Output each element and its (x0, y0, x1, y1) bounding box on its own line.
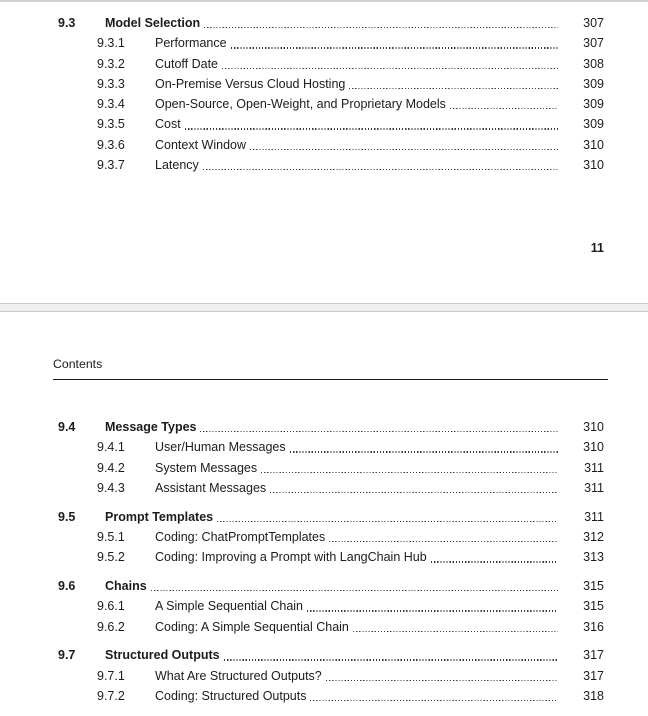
toc-entry-title: Structured Outputs (105, 648, 220, 663)
toc-leader-dots (220, 645, 560, 665)
toc-entry-page: 310 (583, 158, 604, 173)
toc-leader-dots (322, 666, 560, 686)
page-separator (0, 303, 648, 312)
toc-entry[interactable] (0, 527, 648, 547)
toc-entry-page: 309 (583, 117, 604, 132)
toc-entry-page: 318 (583, 689, 604, 704)
toc-leader-dots (213, 507, 560, 527)
toc-leader-dots (246, 135, 560, 155)
toc-entry-page: 311 (584, 460, 604, 475)
toc-entry-page: 310 (583, 137, 604, 152)
toc-entry-number: 9.3.6 (97, 137, 125, 152)
toc-entry[interactable] (0, 54, 648, 74)
toc-entry-title: Coding: ChatPromptTemplates (155, 529, 326, 544)
running-header-rule (53, 379, 608, 380)
toc-entry-number: 9.4.3 (97, 480, 125, 495)
toc-entry-title: Assistant Messages (155, 480, 267, 495)
toc-entry-page: 311 (584, 509, 604, 524)
toc-entry[interactable] (0, 33, 648, 53)
toc-entry-page: 317 (583, 648, 604, 663)
toc-leader-dots (199, 155, 560, 175)
toc-entry-page: 309 (583, 97, 604, 112)
toc-entry-number: 9.7.2 (97, 689, 125, 704)
running-header-contents: Contents (53, 357, 103, 371)
toc-entry-title: Prompt Templates (105, 509, 214, 524)
toc-entry-number: 9.6.2 (97, 619, 125, 634)
toc-entry[interactable] (0, 437, 648, 457)
toc-entry-page: 315 (583, 579, 604, 594)
toc-entry-title: System Messages (155, 460, 258, 475)
toc-list-bottom (0, 417, 648, 706)
toc-entry-title: Open-Source, Open-Weight, and Proprietary Models (155, 97, 446, 112)
toc-entry-title: Context Window (155, 137, 247, 152)
toc-leader-dots (303, 596, 560, 616)
toc-entry[interactable] (0, 596, 648, 616)
toc-entry-title: User/Human Messages (155, 440, 286, 455)
toc-entry[interactable] (0, 576, 648, 596)
toc-entry-title: Chains (105, 579, 147, 594)
toc-entry[interactable] (0, 666, 648, 686)
toc-leader-dots (286, 437, 560, 457)
toc-entry-number: 9.3.5 (97, 117, 125, 132)
toc-entry[interactable] (0, 478, 648, 498)
toc-entry-page: 311 (584, 480, 604, 495)
toc-entry[interactable] (0, 114, 648, 134)
toc-entry-number: 9.3.2 (97, 56, 125, 71)
toc-entry-number: 9.3.3 (97, 76, 125, 91)
toc-leader-dots (227, 33, 560, 53)
toc-entry-title: Coding: Improving a Prompt with LangChain Hub (155, 550, 427, 565)
toc-entry-number: 9.7.1 (97, 668, 125, 683)
toc-entry-title: Coding: A Simple Sequential Chain (155, 619, 349, 634)
toc-entry-number: 9.7 (58, 648, 76, 663)
toc-entry-title: Latency (155, 158, 199, 173)
toc-entry-number: 9.5 (58, 509, 76, 524)
toc-entry[interactable] (0, 94, 648, 114)
toc-entry-number: 9.6 (58, 579, 76, 594)
toc-entry-number: 9.4 (58, 420, 76, 434)
toc-entry[interactable] (0, 686, 648, 706)
toc-entry-number: 9.5.2 (97, 550, 125, 565)
toc-entry-number: 9.6.1 (97, 599, 125, 614)
page-number-folio: 11 (590, 241, 604, 255)
toc-entry-title: Model Selection (105, 16, 201, 30)
toc-leader-dots (200, 13, 560, 33)
toc-leader-dots (257, 458, 560, 478)
toc-entry-title: Cost (155, 117, 181, 132)
toc-entry-page: 317 (583, 668, 604, 683)
toc-entry-page: 315 (583, 599, 604, 614)
toc-entry-page: 312 (583, 529, 604, 544)
toc-leader-dots (306, 686, 560, 706)
toc-list-top (0, 13, 648, 175)
toc-entry-page: 308 (583, 56, 604, 71)
toc-leader-dots (446, 94, 560, 114)
toc-entry-number: 9.3 (58, 16, 76, 30)
toc-entry-page: 307 (583, 16, 604, 30)
toc-entry-page: 307 (583, 36, 604, 51)
toc-entry-number: 9.4.2 (97, 460, 125, 475)
toc-entry-page: 313 (583, 550, 604, 565)
toc-entry-title: On-Premise Versus Cloud Hosting (155, 76, 346, 91)
toc-entry[interactable] (0, 507, 648, 527)
toc-entry-title: A Simple Sequential Chain (155, 599, 304, 614)
toc-leader-dots (427, 547, 560, 567)
toc-entry[interactable] (0, 645, 648, 665)
toc-entry-page: 310 (583, 420, 604, 434)
toc-entry[interactable] (0, 135, 648, 155)
toc-leader-dots (147, 576, 560, 596)
toc-leader-dots (325, 527, 560, 547)
toc-leader-dots (349, 617, 560, 637)
toc-entry[interactable] (0, 458, 648, 478)
toc-entry-title: Cutoff Date (155, 56, 219, 71)
toc-leader-dots (345, 74, 560, 94)
toc-entry-number: 9.3.1 (97, 36, 125, 51)
toc-entry[interactable] (0, 547, 648, 567)
toc-entry[interactable] (0, 155, 648, 175)
toc-entry[interactable] (0, 74, 648, 94)
toc-entry-number: 9.5.1 (97, 529, 125, 544)
toc-entry[interactable] (0, 13, 648, 33)
toc-entry-number: 9.4.1 (97, 440, 125, 455)
toc-entry-title: Performance (155, 36, 227, 51)
toc-entry[interactable] (0, 617, 648, 637)
toc-entry-page: 310 (583, 440, 604, 455)
pdf-page-current (0, 312, 648, 716)
pdf-page-previous (0, 2, 648, 303)
toc-entry-number: 9.3.4 (97, 97, 125, 112)
toc-leader-dots (196, 417, 560, 437)
toc-entry-title: Message Types (105, 420, 197, 434)
toc-entry-page: 309 (583, 76, 604, 91)
toc-entry[interactable] (0, 417, 648, 437)
toc-entry-page: 316 (583, 619, 604, 634)
toc-leader-dots (266, 478, 560, 498)
toc-entry-number: 9.3.7 (97, 158, 125, 173)
toc-leader-dots (181, 114, 560, 134)
toc-leader-dots (218, 54, 560, 74)
toc-entry-title: Coding: Structured Outputs (155, 689, 307, 704)
toc-entry-title: What Are Structured Outputs? (155, 668, 322, 683)
